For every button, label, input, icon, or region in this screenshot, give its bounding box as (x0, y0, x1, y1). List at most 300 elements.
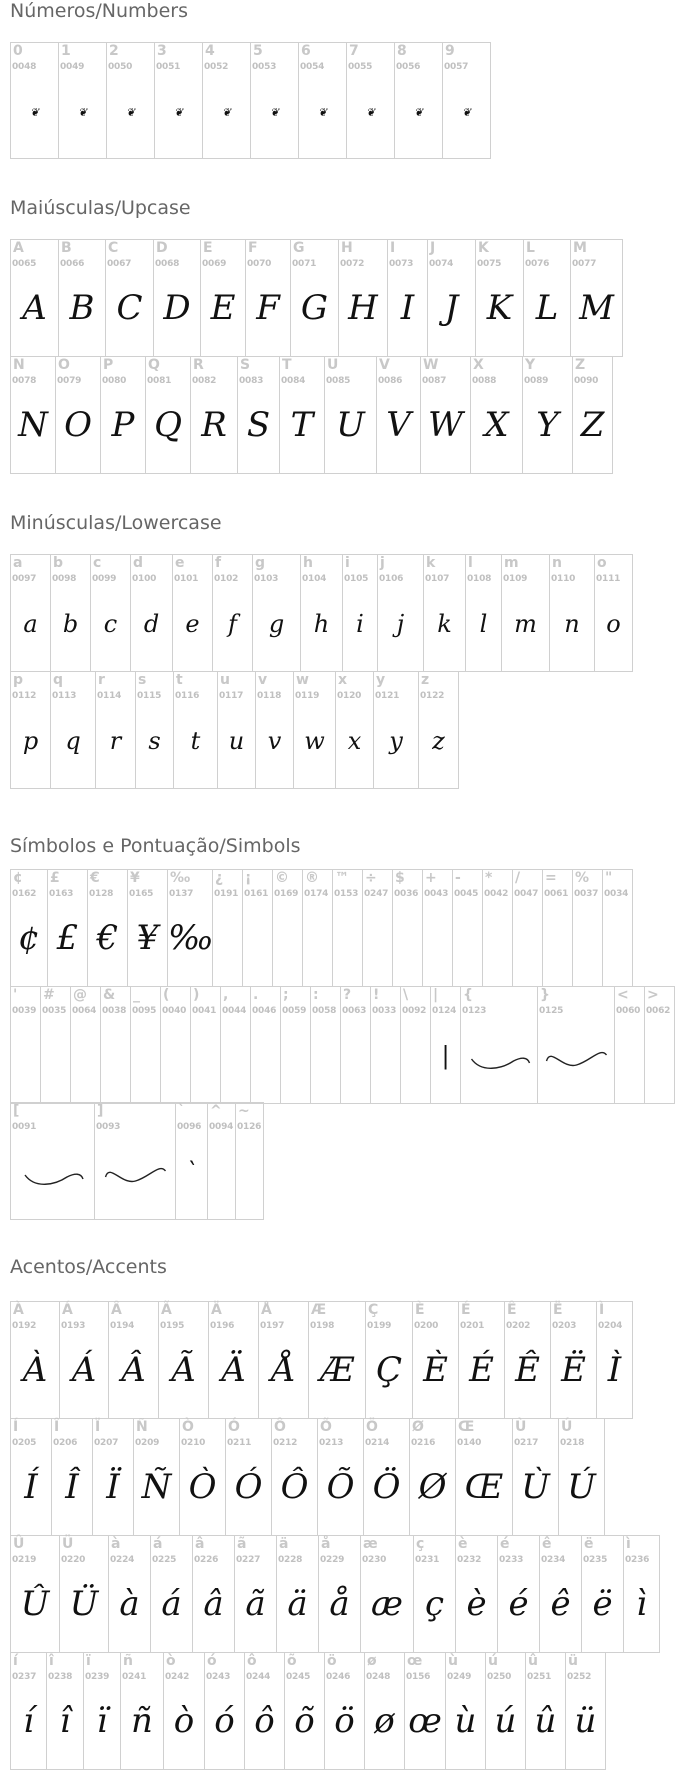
char-label: < (617, 987, 629, 1003)
glyph-sample: ú (494, 1701, 517, 1741)
char-label: ç (416, 1536, 425, 1552)
glyph-cell (93, 1419, 134, 1536)
glyph-cell (205, 1653, 245, 1770)
char-label: J (430, 240, 436, 256)
glyph-sample: B (69, 288, 95, 328)
char-label: $ (395, 870, 405, 886)
glyph-sample: Ú (567, 1467, 596, 1507)
glyph-cell (164, 1653, 205, 1770)
glyph-sample: G (300, 288, 329, 328)
glyph-sample: Â (121, 1350, 146, 1390)
glyph-cell (550, 555, 595, 672)
char-label: > (647, 987, 659, 1003)
glyph-sample: K (486, 288, 513, 328)
char-label: : (313, 987, 319, 1003)
glyph-sample: p (22, 727, 39, 755)
char-code: 0169 (274, 889, 299, 899)
glyph-sample: Ó (234, 1467, 263, 1507)
char-code: 0094 (209, 1122, 234, 1132)
char-code: 0112 (12, 691, 37, 701)
char-label: ï (86, 1653, 91, 1669)
glyph-sample: ó (214, 1701, 235, 1741)
glyph-sample: N (18, 405, 48, 445)
char-code: 0249 (447, 1672, 472, 1682)
char-code: 0250 (487, 1672, 512, 1682)
glyph-sample: U (336, 405, 365, 445)
char-label: E (203, 240, 213, 256)
char-label: d (133, 555, 144, 571)
char-label: v (258, 672, 268, 688)
section-title-upper: Maiúsculas/Upcase (10, 197, 191, 219)
char-code: 0084 (281, 376, 306, 386)
glyph-cell (336, 672, 374, 789)
glyph-sample: ❦ (365, 106, 376, 119)
glyph-cell (173, 555, 213, 672)
char-code: 0082 (192, 376, 217, 386)
char-code: 0086 (378, 376, 403, 386)
glyph-row (10, 42, 491, 159)
glyph-cell (11, 240, 59, 357)
glyph-cell (201, 240, 246, 357)
char-code: 0057 (444, 62, 469, 72)
swash-ornament-icon (461, 1017, 538, 1097)
glyph-sample: ë (592, 1584, 613, 1624)
char-code: 0079 (57, 376, 82, 386)
glyph-row (10, 1418, 605, 1536)
glyph-cell (221, 987, 251, 1104)
char-label: G (293, 240, 305, 256)
glyph-cell (371, 987, 401, 1104)
char-code: 0078 (12, 376, 37, 386)
char-label: Î (54, 1419, 60, 1435)
glyph-cell (251, 987, 281, 1104)
char-label: ` (178, 1103, 185, 1119)
char-code: 0088 (472, 376, 497, 386)
glyph-cell (56, 357, 101, 474)
char-code: 0241 (122, 1672, 147, 1682)
char-code: 0077 (572, 259, 597, 269)
glyph-sample: ò (173, 1701, 195, 1741)
char-label: F (248, 240, 258, 256)
glyph-sample: ` (185, 1158, 198, 1186)
char-label: Z (575, 357, 586, 373)
glyph-cell (11, 1419, 52, 1536)
char-code: 0214 (365, 1438, 390, 1448)
char-code: 0128 (89, 889, 114, 899)
glyph-sample: A (22, 288, 47, 328)
char-code: 0124 (432, 1006, 457, 1016)
glyph-cell (377, 357, 421, 474)
glyph-sample: Y (536, 405, 559, 445)
char-code: 0122 (420, 691, 445, 701)
glyph-sample: J (444, 288, 459, 328)
char-code: 0110 (551, 574, 576, 584)
char-label: & (103, 987, 116, 1003)
char-label: Ù (515, 1419, 527, 1435)
char-label: 7 (349, 43, 359, 59)
glyph-cell (95, 1103, 176, 1220)
glyph-row (10, 239, 623, 357)
char-label: Ñ (136, 1419, 148, 1435)
char-label: S (240, 357, 251, 373)
glyph-sample: Ê (515, 1350, 540, 1390)
char-code: 0193 (61, 1321, 86, 1331)
char-label: h (303, 555, 313, 571)
glyph-sample: Z (580, 405, 605, 445)
char-label: \ (403, 987, 409, 1003)
char-label: Ê (507, 1302, 517, 1318)
char-label: Â (111, 1302, 122, 1318)
char-code: 0248 (366, 1672, 391, 1682)
glyph-sample: ¢ (18, 918, 40, 958)
char-code: 0118 (257, 691, 282, 701)
char-code: 0232 (457, 1555, 482, 1565)
char-label: ! (373, 987, 380, 1003)
glyph-sample: ö (334, 1701, 355, 1741)
glyph-cell (193, 1536, 235, 1653)
char-label: É (461, 1302, 471, 1318)
glyph-cell (277, 1536, 319, 1653)
glyph-cell (235, 1536, 277, 1653)
glyph-sample: Ç (375, 1350, 402, 1390)
glyph-sample: ❦ (317, 106, 328, 119)
char-label: £ (50, 870, 60, 886)
glyph-cell (48, 870, 88, 987)
char-label: Ó (228, 1419, 240, 1435)
glyph-cell (486, 1653, 526, 1770)
glyph-cell (526, 1653, 566, 1770)
swash-ornament-icon (95, 1133, 176, 1213)
glyph-sample: L (535, 288, 559, 328)
char-label: ' (13, 987, 18, 1003)
glyph-sample: o (606, 610, 621, 638)
glyph-cell (424, 555, 466, 672)
char-code: 0061 (544, 889, 569, 899)
glyph-cell (339, 240, 388, 357)
char-code: 0093 (96, 1122, 121, 1132)
glyph-sample: Æ (319, 1350, 355, 1390)
char-code: 0233 (499, 1555, 524, 1565)
char-code: 0211 (227, 1438, 252, 1448)
glyph-sample: ❦ (413, 106, 424, 119)
glyph-cell (259, 1302, 309, 1419)
char-label: j (380, 555, 385, 571)
glyph-cell (343, 555, 378, 672)
glyph-cell (11, 987, 41, 1104)
glyph-sample: È (423, 1350, 448, 1390)
char-code: 0113 (52, 691, 77, 701)
glyph-cell (615, 987, 645, 1104)
glyph-cell (573, 357, 613, 474)
char-code: 0234 (541, 1555, 566, 1565)
char-code: 0114 (97, 691, 122, 701)
glyph-cell (174, 672, 218, 789)
char-label: ñ (123, 1653, 133, 1669)
glyph-cell (11, 1103, 95, 1220)
char-label: æ (363, 1536, 378, 1552)
char-code: 0044 (222, 1006, 247, 1016)
char-code: 0091 (12, 1122, 37, 1132)
glyph-cell (431, 987, 461, 1104)
char-label: ¡ (245, 870, 252, 886)
char-code: 0205 (12, 1438, 37, 1448)
char-label: b (53, 555, 64, 571)
char-label: + (425, 870, 437, 886)
char-code: 0038 (102, 1006, 127, 1016)
char-code: 0090 (574, 376, 599, 386)
glyph-sample: q (65, 727, 81, 755)
glyph-cell (91, 555, 131, 672)
char-label: ¥ (130, 870, 140, 886)
glyph-sample: H (348, 288, 378, 328)
glyph-sample: b (62, 610, 79, 638)
char-label: I (390, 240, 396, 256)
char-code: 0216 (411, 1438, 436, 1448)
char-code: 0246 (326, 1672, 351, 1682)
glyph-cell (363, 870, 393, 987)
glyph-cell (88, 870, 128, 987)
char-code: 0102 (214, 574, 239, 584)
glyph-cell (543, 870, 573, 987)
glyph-sample: u (228, 727, 245, 755)
glyph-cell (109, 1302, 159, 1419)
glyph-sample: | (441, 1042, 450, 1070)
glyph-sample: ❦ (29, 106, 40, 119)
char-label: â (195, 1536, 205, 1552)
glyph-cell (109, 1536, 151, 1653)
glyph-cell (513, 870, 543, 987)
glyph-cell (71, 987, 101, 1104)
char-label: Ä (211, 1302, 222, 1318)
glyph-cell (374, 672, 419, 789)
glyph-cell (236, 1103, 264, 1220)
char-code: 0075 (477, 259, 502, 269)
glyph-sample: ì (636, 1584, 647, 1624)
glyph-cell (52, 1419, 93, 1536)
glyph-cell (238, 357, 280, 474)
glyph-cell (161, 987, 191, 1104)
char-label: È (415, 1302, 425, 1318)
char-label: ¢ (13, 870, 23, 886)
char-code: 0052 (204, 62, 229, 72)
char-label: ù (448, 1653, 458, 1669)
glyph-cell (294, 672, 336, 789)
char-label: Ò (182, 1419, 194, 1435)
char-code: 0097 (12, 574, 37, 584)
glyph-sample: å (329, 1584, 350, 1624)
glyph-sample: T (290, 405, 314, 445)
char-label: Õ (320, 1419, 332, 1435)
glyph-row (10, 356, 613, 474)
glyph-cell (414, 1536, 456, 1653)
char-label: e (175, 555, 185, 571)
char-code: 0069 (202, 259, 227, 269)
glyph-cell (325, 1653, 365, 1770)
glyph-sample: f (228, 610, 237, 638)
char-code: 0045 (454, 889, 479, 899)
char-code: 0225 (152, 1555, 177, 1565)
glyph-cell (59, 240, 106, 357)
glyph-cell (523, 357, 573, 474)
char-label: 5 (253, 43, 263, 59)
char-label: / (515, 870, 521, 886)
glyph-cell (413, 1302, 459, 1419)
glyph-sample: ❦ (77, 106, 88, 119)
char-label: Æ (311, 1302, 327, 1318)
glyph-cell (483, 870, 513, 987)
char-code: 0242 (165, 1672, 190, 1682)
glyph-cell (597, 1302, 633, 1419)
glyph-cell (551, 1302, 597, 1419)
char-label: ÷ (365, 870, 377, 886)
char-label: 2 (109, 43, 119, 59)
glyph-sample: Ø (418, 1467, 447, 1507)
glyph-cell (428, 240, 476, 357)
glyph-sample: Ö (372, 1467, 401, 1507)
char-code: 0040 (162, 1006, 187, 1016)
char-code: 0195 (160, 1321, 185, 1331)
glyph-cell (51, 672, 96, 789)
glyph-sample: Ô (280, 1467, 309, 1507)
glyph-sample: S (246, 405, 271, 445)
char-label: c (93, 555, 102, 571)
char-code: 0210 (181, 1438, 206, 1448)
char-label: U (327, 357, 339, 373)
char-label: ] (97, 1103, 104, 1119)
glyph-row (10, 1102, 264, 1220)
char-label: C (108, 240, 119, 256)
glyph-cell (60, 1536, 109, 1653)
glyph-cell (311, 987, 341, 1104)
char-code: 0251 (527, 1672, 552, 1682)
char-code: 0063 (342, 1006, 367, 1016)
char-code: 0219 (12, 1555, 37, 1565)
glyph-sample: Ë (561, 1350, 586, 1390)
glyph-sample: R (201, 405, 227, 445)
glyph-cell (96, 672, 136, 789)
glyph-sample: À (22, 1350, 48, 1390)
glyph-sample: Ì (607, 1350, 622, 1390)
char-code: 0203 (552, 1321, 577, 1331)
char-label: i (345, 555, 350, 571)
glyph-cell (47, 1653, 84, 1770)
glyph-sample: à (119, 1584, 140, 1624)
glyph-cell (11, 870, 48, 987)
glyph-cell (136, 672, 174, 789)
glyph-cell (146, 357, 191, 474)
char-label: ë (584, 1536, 594, 1552)
glyph-cell (191, 357, 238, 474)
char-label: 9 (445, 43, 455, 59)
char-label: å (321, 1536, 331, 1552)
char-code: 0231 (415, 1555, 440, 1565)
char-code: 0117 (219, 691, 244, 701)
glyph-sample: ç (424, 1584, 445, 1624)
glyph-sample: h (313, 610, 330, 638)
char-label: 1 (61, 43, 71, 59)
glyph-cell (443, 43, 491, 159)
char-label: ™ (335, 870, 349, 886)
char-code: 0036 (394, 889, 419, 899)
char-code: 0064 (72, 1006, 97, 1016)
char-code: 0217 (514, 1438, 539, 1448)
glyph-sample: ø (374, 1701, 395, 1741)
char-code: 0035 (42, 1006, 67, 1016)
glyph-cell (299, 43, 347, 159)
char-code: 0042 (484, 889, 509, 899)
char-code: 0054 (300, 62, 325, 72)
char-code: 0098 (52, 574, 77, 584)
glyph-cell (154, 240, 201, 357)
char-code: 0165 (129, 889, 154, 899)
char-code: 0200 (414, 1321, 439, 1331)
char-code: 0238 (48, 1672, 73, 1682)
char-code: 0059 (282, 1006, 307, 1016)
char-code: 0095 (132, 1006, 157, 1016)
glyph-sample: Å (271, 1350, 296, 1390)
char-code: 0076 (525, 259, 550, 269)
glyph-cell (309, 1302, 366, 1419)
glyph-sample: Í (24, 1467, 38, 1507)
char-code: 0050 (108, 62, 133, 72)
glyph-cell (423, 870, 453, 987)
glyph-row (10, 671, 459, 789)
char-label: k (426, 555, 436, 571)
char-code: 0056 (396, 62, 421, 72)
char-label: _ (133, 987, 140, 1003)
glyph-cell (361, 1536, 414, 1653)
glyph-cell (505, 1302, 551, 1419)
swash-ornament-icon (11, 1133, 95, 1213)
glyph-cell (456, 1419, 513, 1536)
glyph-sample: ã (245, 1584, 266, 1624)
char-code: 0126 (237, 1122, 262, 1132)
char-label: M (573, 240, 587, 256)
glyph-sample: í (23, 1701, 34, 1741)
glyph-sample: œ (408, 1701, 442, 1741)
glyph-cell (319, 1536, 361, 1653)
glyph-cell (301, 555, 343, 672)
glyph-sample: Ù (521, 1467, 550, 1507)
char-code: 0047 (514, 889, 539, 899)
char-label: q (53, 672, 64, 688)
char-label: r (98, 672, 105, 688)
glyph-cell (245, 1653, 285, 1770)
char-code: 0243 (206, 1672, 231, 1682)
glyph-cell (456, 1536, 498, 1653)
char-label: õ (287, 1653, 297, 1669)
char-code: 0230 (362, 1555, 387, 1565)
glyph-cell (106, 240, 154, 357)
glyph-sample: e (185, 610, 200, 638)
char-label: 4 (205, 43, 215, 59)
char-label: Ï (95, 1419, 101, 1435)
char-label: * (485, 870, 493, 886)
char-label: ^ (210, 1103, 222, 1119)
char-code: 0137 (169, 889, 194, 899)
char-code: 0227 (236, 1555, 261, 1565)
char-label: Ë (553, 1302, 563, 1318)
char-label: ô (247, 1653, 257, 1669)
char-code: 0191 (214, 889, 239, 899)
glyph-sample: Q (154, 405, 182, 445)
char-label: @ (73, 987, 87, 1003)
glyph-sample: Ä (221, 1350, 246, 1390)
char-code: 0051 (156, 62, 181, 72)
char-label: Ç (368, 1302, 379, 1318)
glyph-sample: ❦ (221, 106, 232, 119)
char-code: 0123 (462, 1006, 487, 1016)
